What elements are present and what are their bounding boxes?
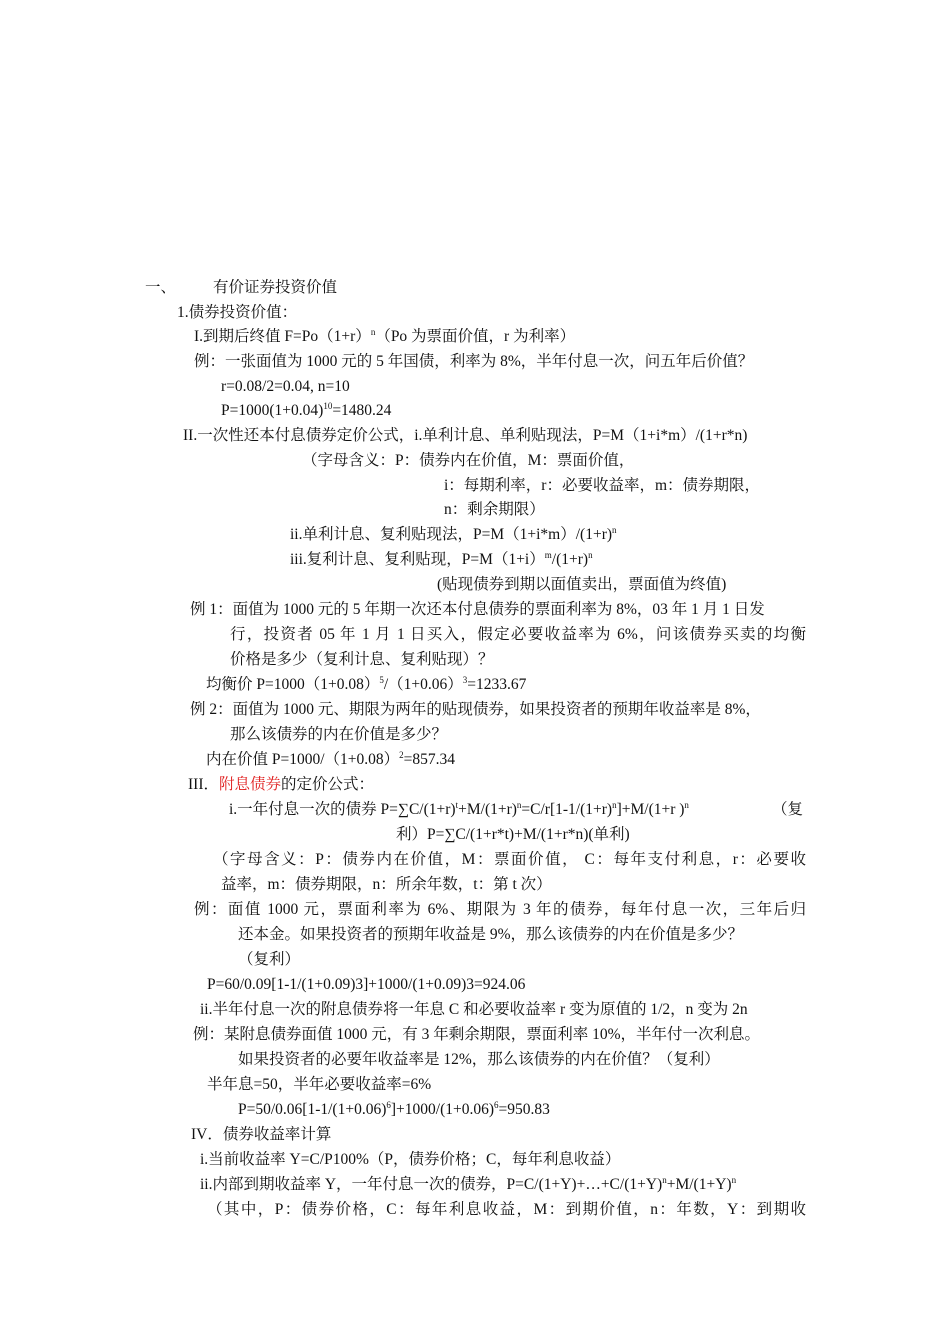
formula-line: ii.单利计息、复利贴现法，$P=M(1+i*m)/(1+r)^n$	[290, 525, 617, 543]
note-line: (贴现债券到期以面值卖出，票面值为终值)	[437, 576, 727, 593]
calc-line: 半年息=50，半年必要收益率=6%	[207, 1076, 432, 1093]
example-line: 例：某附息债券面值 1000 元，有 3 年剩余期限，票面利率 10%，半年付一次利息。	[193, 1026, 761, 1043]
calc-line: 均衡价 $P=1000(1+0.08)^5/(1+0.06)^3=1233.67$	[206, 675, 527, 693]
formula-line: ii.半年付息一次的附息债券将一年息 C 和必要收益率 r 变为原值的 1/2，n 变为 2n	[200, 1001, 748, 1018]
formula-line: I.到期后终值 $F=Po(1+r)^n(Po$ 为票面价值，r 为利率）	[194, 327, 576, 345]
example-line: 例 1：面值为 1000 元的 5 年期一次还本付息债券的票面利率为 8%，03 年 1 月 1 日发	[190, 601, 765, 618]
definition-line: （其中，P：债券价格，C：每年利息收益，M：到期价值，n：年数，Y：到期收	[207, 1201, 806, 1218]
calc-line: $P=50/0.06[1-1/(1+0.06)^6]+1000/(1+0.06)^6=950.83$	[238, 1100, 550, 1118]
calc-line: $P=1000(1+0.04)^{10}=1480.24$	[221, 401, 392, 419]
formula-line: （复	[772, 801, 804, 818]
calc-line: 内在价值 $P=1000/(1+0.08)^2=857.34$	[206, 750, 456, 768]
example-line: 价格是多少（复利计息、复利贴现）？	[230, 651, 494, 668]
subsection-heading: 1.债券投资价值：	[177, 304, 298, 321]
definition-line: （字母含义：P：债券内在价值，M：票面价值， C：每年支付利息，r：必要收	[213, 851, 806, 868]
formula-line: ii.内部到期收益率 Y，一年付息一次的债券，$P=C/(1+Y)+\dots+C/(1+Y)^n+M/(1+Y)^n$	[200, 1175, 737, 1193]
definition-line: （字母含义：P：债券内在价值，M：票面价值，	[302, 452, 635, 469]
formula-line: iii.复利计息、复利贴现，$P=M(1+i)^m/(1+r)^n$	[290, 550, 593, 568]
highlighted-term: 附息债券	[219, 776, 282, 793]
formula-line: i.当前收益率 Y=C/P100%（P，债券价格；C，每年利息收益）	[200, 1151, 621, 1168]
example-line: 如果投资者的必要年收益率是 12%，那么该债券的内在价值？（复利）	[238, 1051, 720, 1068]
formula-line: II.一次性还本付息债券定价公式，i.单利计息、单利贴现法，P=M（1+i*m）/(1+r*n)	[183, 427, 748, 444]
section-title: 有价证券投资价值	[213, 279, 338, 296]
section-number: 一、	[145, 279, 177, 296]
definition-line: n：剩余期限）	[444, 501, 545, 518]
subsection-heading: III．附息债券的定价公式：	[188, 776, 375, 793]
example-line: （复利）	[238, 951, 301, 968]
subsection-heading: IV．债券收益率计算	[191, 1126, 332, 1143]
definition-line: i：每期利率，r：必要收益率，m：债券期限，	[444, 477, 761, 494]
example-line: 那么该债券的内在价值是多少？	[230, 726, 448, 743]
formula-line: i.一年付息一次的债券 $P=\sum C/(1+r)^t+M/(1+r)^n=C/r[1-1/(1+r)^n]+M/(1+r$ )$^n$	[229, 800, 689, 818]
calc-line: r=0.08/2=0.04, n=10	[221, 378, 350, 395]
example-line: 例 2：面值为 1000 元、期限为两年的贴现债券，如果投资者的预期年收益率是 8%，	[190, 701, 761, 718]
calc-line: P=60/0.09[1-1/(1+0.09)3]+1000/(1+0.09)3=924.06	[207, 976, 526, 993]
example-line: 例：一张面值为 1000 元的 5 年国债，利率为 8%，半年付息一次，问五年后价值？	[194, 353, 754, 370]
example-line: 还本金。如果投资者的预期年收益是 9%，那么该债券的内在价值是多少？	[238, 926, 744, 943]
example-line: 例：面值 1000 元，票面利率为 6%、期限为 3 年的债券，每年付息一次，三年后归	[194, 901, 806, 918]
definition-line: 益率，m：债券期限，n：所余年数，t：第 t 次）	[221, 876, 552, 893]
formula-line: 利）P=∑C/(1+r*t)+M/(1+r*n)(单利)	[396, 826, 630, 843]
example-line: 行，投资者 05 年 1 月 1 日买入，假定必要收益率为 6%，问该债券买卖的均衡	[230, 626, 806, 643]
